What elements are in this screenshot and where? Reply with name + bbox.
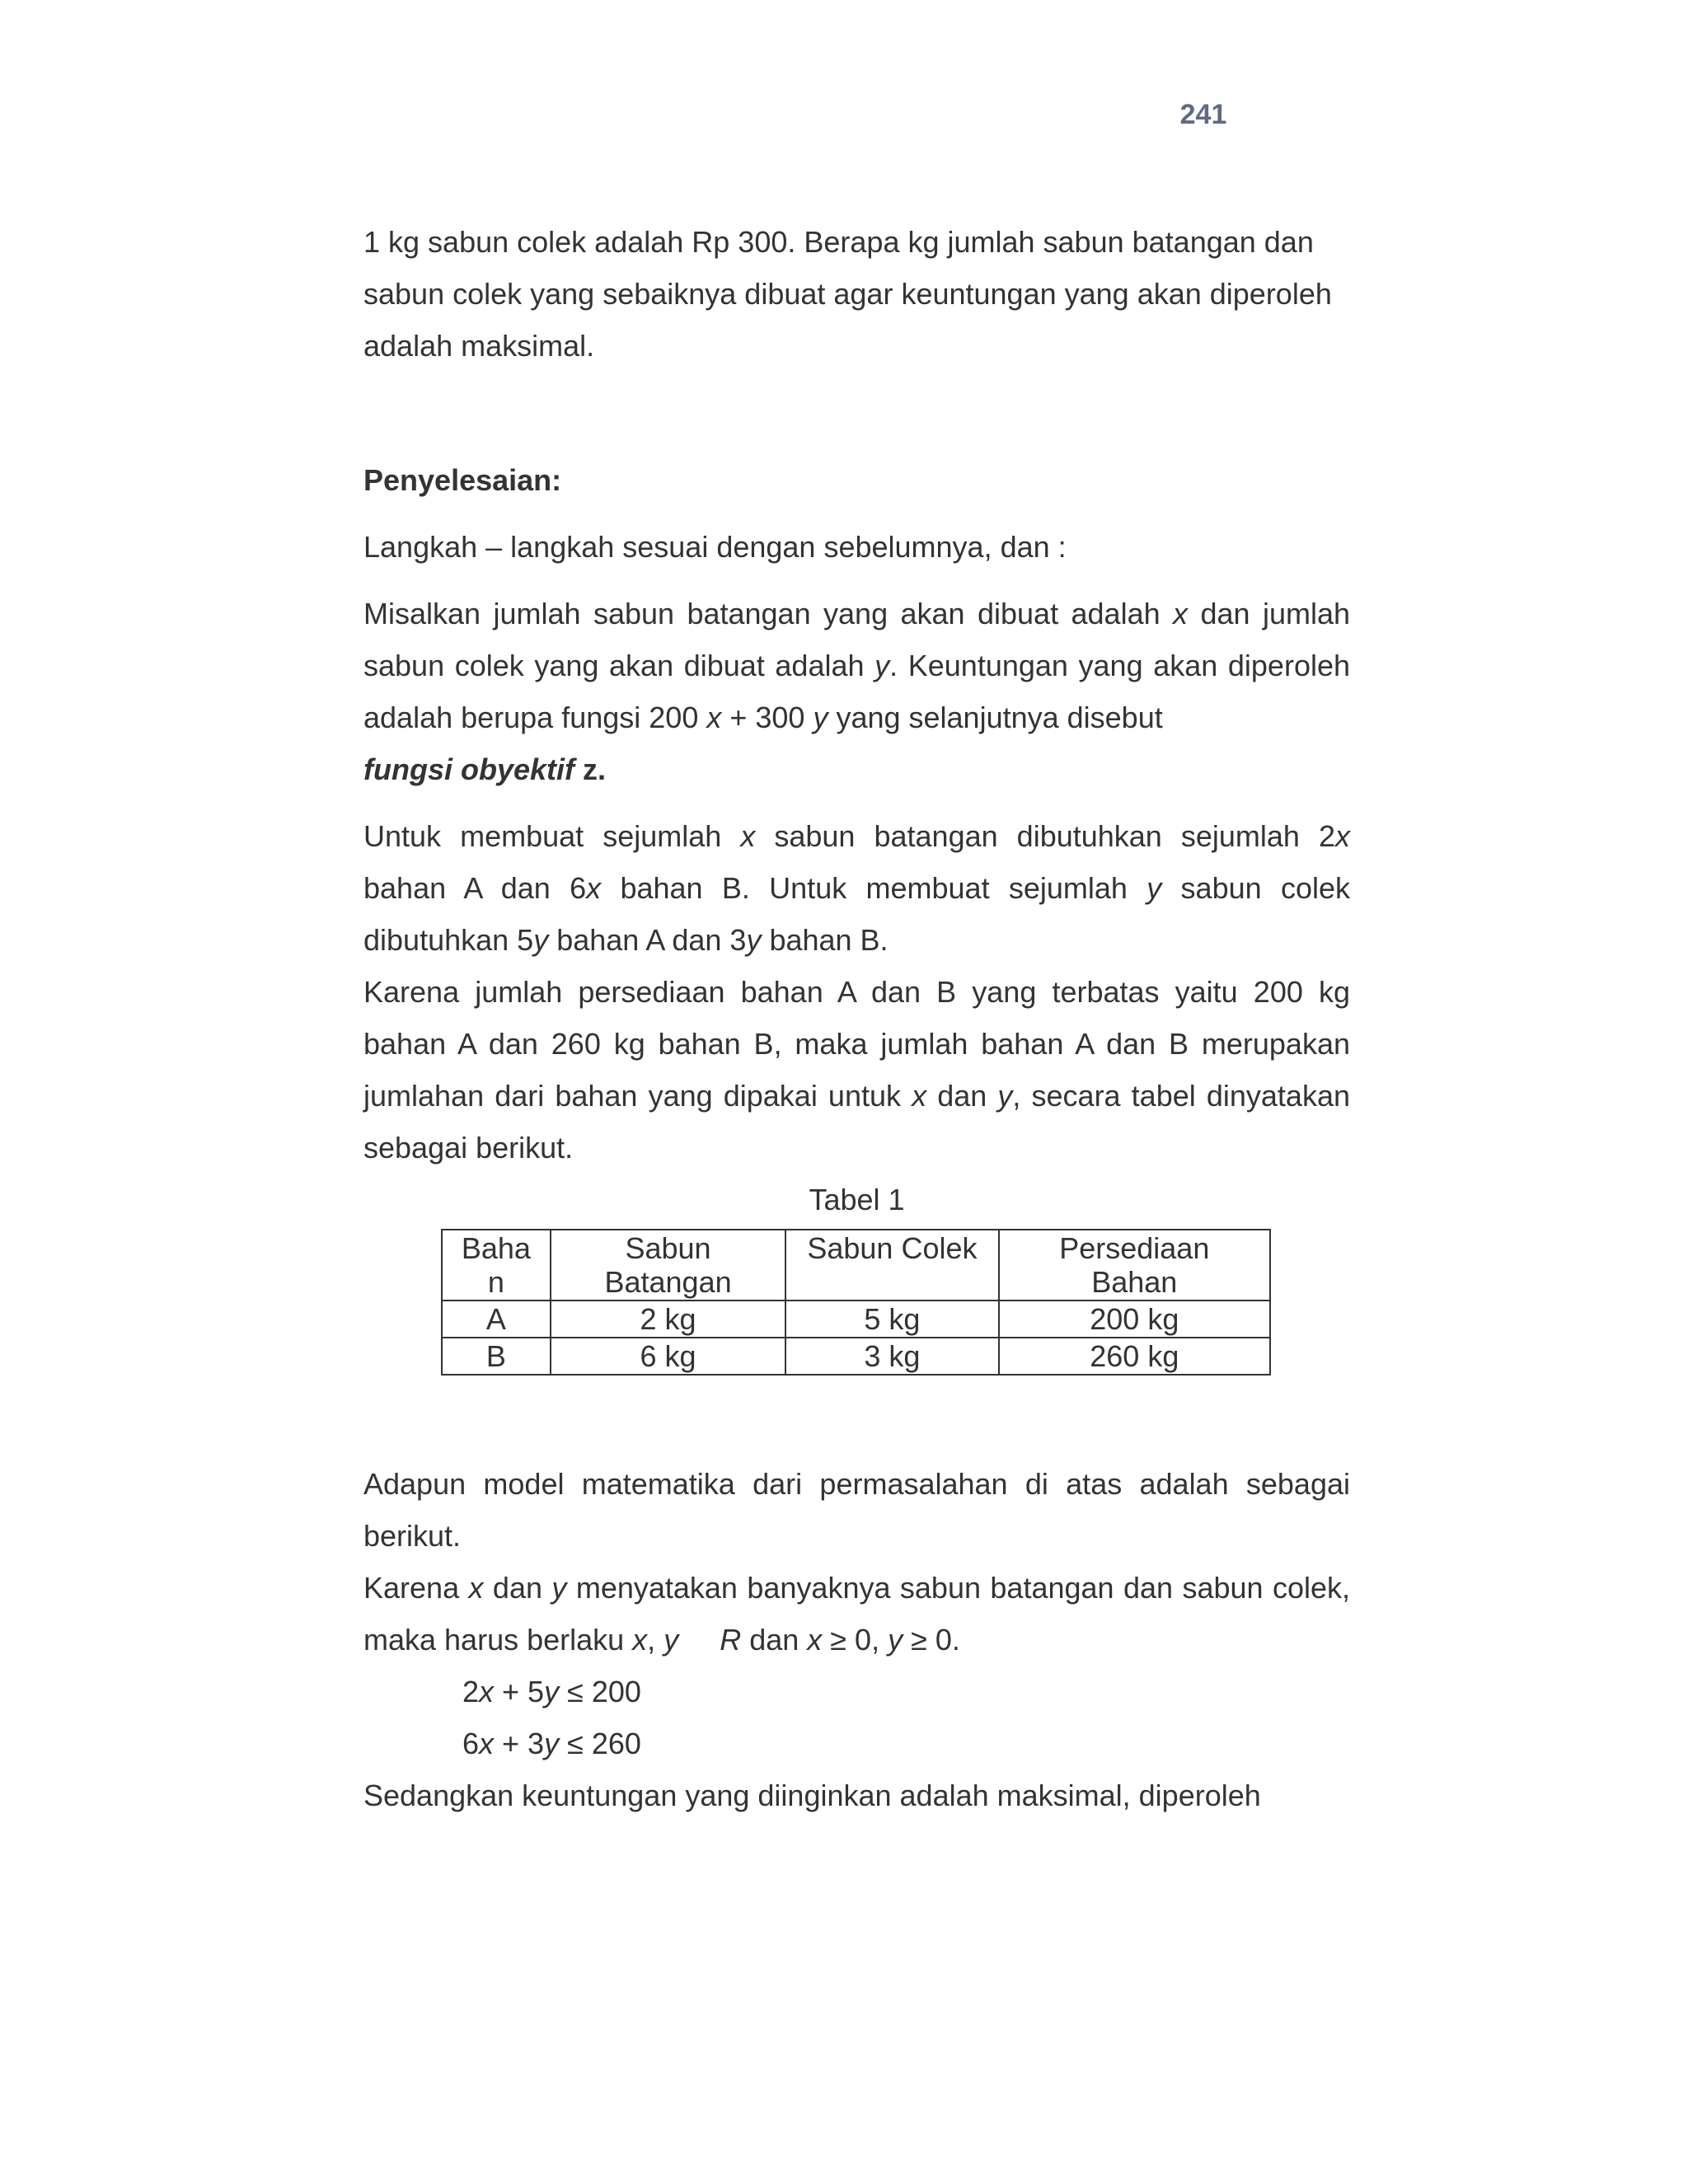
text-run: dan — [483, 1571, 552, 1605]
header-cell-supply: Persediaan Bahan — [999, 1230, 1270, 1301]
paragraph-constraints — [363, 1562, 1350, 1666]
table-cell: 5 kg — [785, 1301, 998, 1338]
text-run: ≥ 0. — [903, 1623, 960, 1657]
text-run: Untuk membuat sejumlah — [363, 819, 741, 853]
steps-line: Langkah – langkah sesuai dengan sebelumnya, dan : — [363, 530, 1067, 564]
intro-line-1: 1 kg sabun colek adalah Rp 300. Berapa kg jumlah sabun batangan dan — [363, 225, 1314, 259]
var-y: y — [663, 1623, 679, 1657]
var-y: y — [533, 923, 549, 957]
var-x: x — [1173, 597, 1189, 630]
text-run: bahan B. — [761, 923, 889, 957]
real-numbers-symbol: R — [720, 1623, 742, 1657]
intro-paragraph — [363, 216, 1350, 372]
materials-table — [441, 1229, 1271, 1376]
text-run: Karena — [363, 1571, 469, 1605]
table-cell: 200 kg — [999, 1301, 1270, 1338]
header-cell-cream-soap: Sabun Colek — [785, 1230, 998, 1301]
table-cell: 6 kg — [551, 1338, 785, 1375]
var-x: x — [1335, 819, 1350, 853]
table-cell: 2 kg — [551, 1301, 785, 1338]
text-run: menyatakan banyaknya sabun batangan dan sabun colek, maka harus berlaku — [363, 1571, 1351, 1657]
header-cell-material: Baha n — [442, 1230, 551, 1301]
intro-line-2: sabun colek yang sebaiknya dibuat agar keuntungan yang akan diperoleh — [363, 277, 1332, 311]
text-run: bahan B. Untuk membuat sejumlah — [601, 871, 1147, 905]
table-cell: 3 kg — [785, 1338, 998, 1375]
var-y: y — [1146, 871, 1162, 905]
var-x: x — [706, 701, 722, 734]
var-y: y — [874, 649, 890, 682]
table-header-row — [442, 1230, 1270, 1301]
text-run: ≥ 0, — [822, 1623, 889, 1657]
inequality-material-b: 6x + 3y ≤ 260 — [462, 1727, 641, 1760]
objective-function-label: fungsi obyektif — [363, 752, 575, 786]
solution-heading: Penyelesaian: — [363, 463, 562, 497]
table-cell: A — [442, 1301, 551, 1338]
text-run: , secara tabel dinyatakan sebagai berikut. — [363, 1079, 1350, 1165]
page-body — [363, 216, 1350, 1821]
text-run: sabun colek dibutuhkan 5 — [363, 871, 1350, 957]
paragraph-materials — [363, 810, 1350, 966]
intro-line-3: adalah maksimal. — [363, 329, 595, 363]
var-y: y — [746, 923, 762, 957]
var-y: y — [997, 1079, 1013, 1113]
var-y: y — [551, 1571, 567, 1605]
objective-variable: z. — [574, 752, 607, 786]
text-run: bahan A dan 3 — [548, 923, 747, 957]
table-cell: 260 kg — [999, 1338, 1270, 1375]
text-run: dan — [741, 1623, 808, 1657]
text-run: . Keuntungan yang akan diperoleh adalah berupa fungsi 200 — [363, 649, 1350, 734]
page-number: 241 — [1179, 99, 1227, 130]
text-run: Misalkan jumlah sabun batangan yang akan dibuat adalah — [363, 597, 1174, 630]
paragraph-supply — [363, 966, 1350, 1174]
table-row — [442, 1338, 1270, 1375]
text-run: Karena jumlah persediaan bahan A dan B yang terbatas yaitu 200 kg bahan A dan 260 kg bahan B, maka jumlah bahan A dan B merupakan jumlahan dari bahan yang dipakai untuk — [363, 975, 1350, 1113]
inequality-material-a: 2x + 5y ≤ 200 — [462, 1675, 641, 1708]
paragraph-model-intro: Adapun model matematika dari permasalahan di atas adalah sebagai berikut. — [363, 1467, 1350, 1553]
table-row — [442, 1301, 1270, 1338]
var-x: x — [740, 819, 756, 853]
var-x: x — [586, 871, 602, 905]
var-x: x — [807, 1623, 823, 1657]
var-x: x — [912, 1079, 927, 1113]
closing-line: Sedangkan keuntungan yang diinginkan adalah maksimal, diperoleh — [363, 1779, 1261, 1812]
var-y: y — [813, 701, 828, 734]
var-x: x — [468, 1571, 484, 1605]
text-run: dan — [926, 1079, 998, 1113]
text-run: sabun batangan dibutuhkan sejumlah 2 — [755, 819, 1335, 853]
text-run: yang selanjutnya disebut — [828, 701, 1163, 734]
text-run: + 300 — [721, 701, 814, 734]
text-run — [678, 1623, 720, 1657]
text-run: dan jumlah sabun colek yang akan dibuat adalah — [363, 597, 1351, 682]
paragraph-variables — [363, 588, 1350, 795]
table-caption: Tabel 1 — [809, 1183, 905, 1216]
var-y: y — [888, 1623, 903, 1657]
header-cell-bar-soap: Sabun Batangan — [551, 1230, 785, 1301]
text-run: , — [647, 1623, 664, 1657]
text-run: bahan A dan 6 — [363, 871, 587, 905]
var-x: x — [632, 1623, 648, 1657]
table-cell: B — [442, 1338, 551, 1375]
